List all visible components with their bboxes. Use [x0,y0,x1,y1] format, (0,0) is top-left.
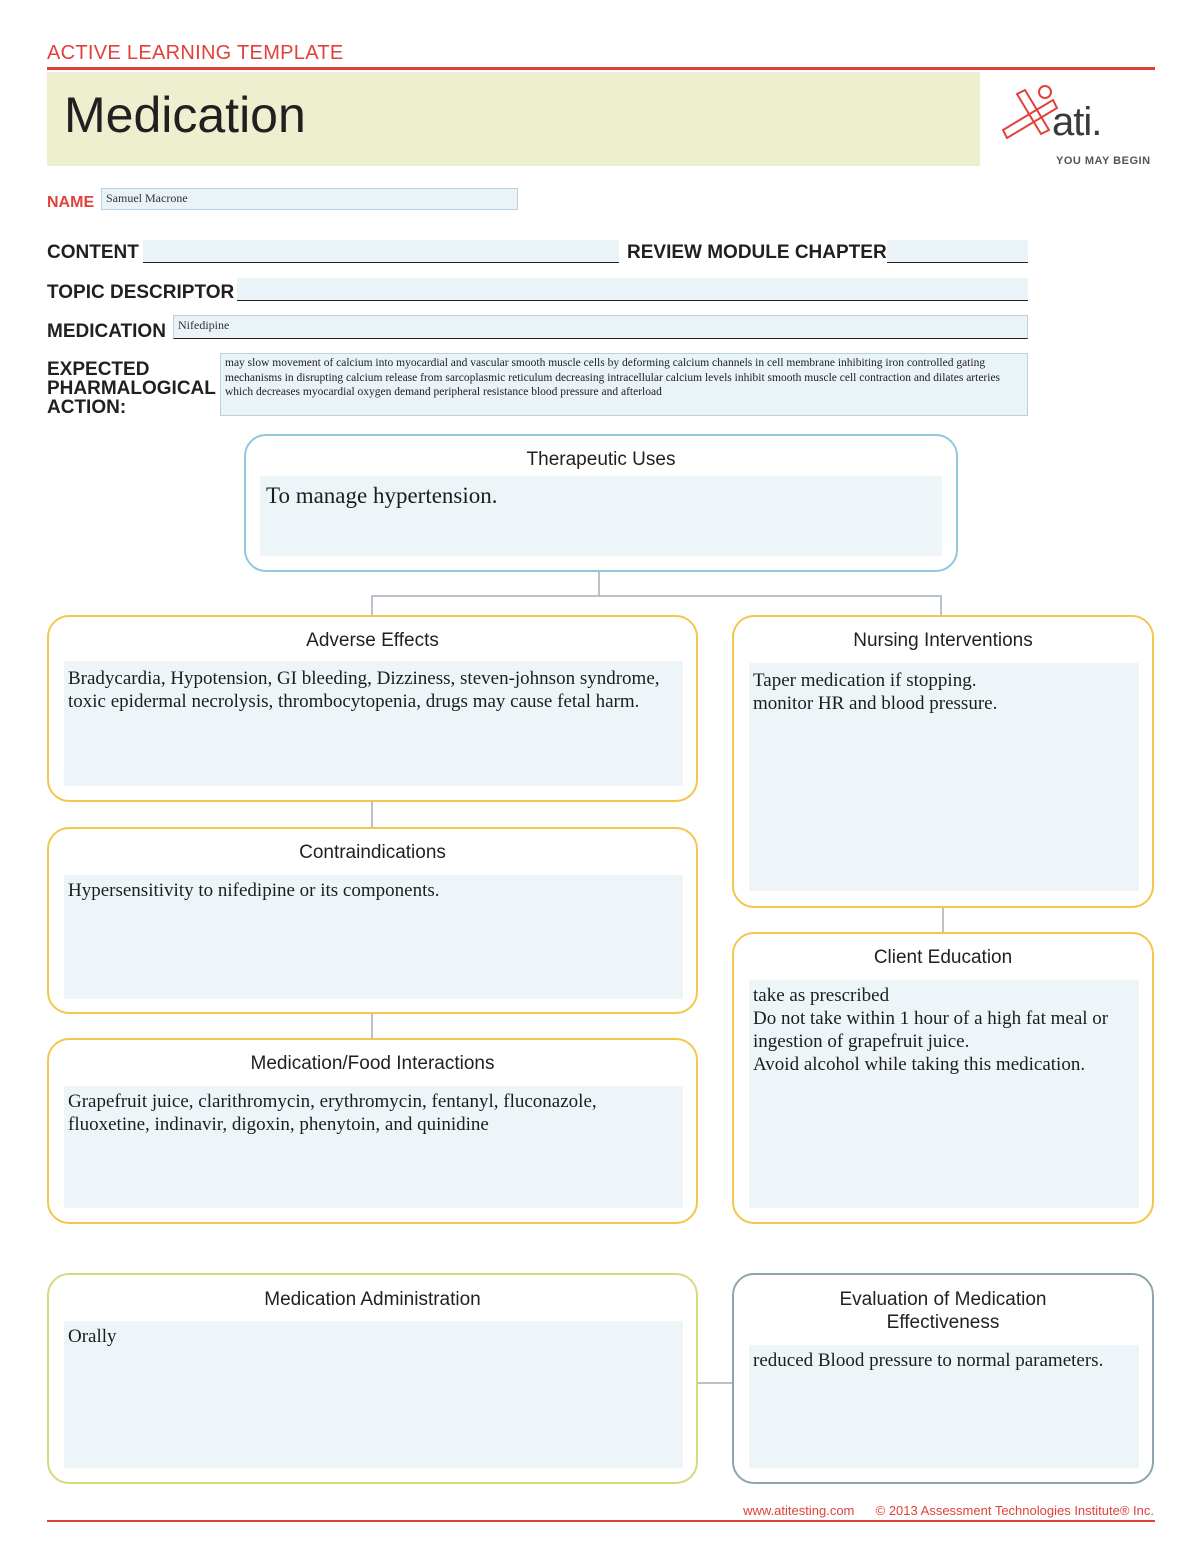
connector [371,595,942,597]
nursing-interventions-field[interactable]: Taper medication if stopping. monitor HR and blood pressure. [749,663,1139,891]
name-label: NAME [47,194,95,211]
header-rule [47,67,1155,70]
interactions-box [47,1038,698,1224]
footer-url[interactable]: www.atitesting.com [743,1503,855,1518]
chapter-field[interactable] [887,240,1028,263]
epa-label-line-2: PHARMALOGICAL [47,378,216,399]
topic-label: TOPIC DESCRIPTOR [47,282,235,303]
connector [942,908,944,934]
connector [697,1382,733,1384]
contraindications-box [47,827,698,1014]
connector [371,595,373,617]
epa-label-line-3: ACTION: [47,397,127,418]
footer-copyright: © 2013 Assessment Technologies Institute® Inc. [875,1503,1154,1518]
therapeutic-uses-field[interactable]: To manage hypertension. [260,476,942,556]
contraindications-field[interactable]: Hypersensitivity to nifedipine or its components. [64,875,683,999]
interactions-field[interactable]: Grapefruit juice, clarithromycin, erythromycin, fentanyl, fluconazole, fluoxetine, indinavir, digoxin, phenytoin, and quinidine [64,1086,683,1208]
epa-field[interactable]: may slow movement of calcium into myocardial and vascular smooth muscle cells by deforming calcium channels in cell membrane inhibiting iron controlled gating mechanisms in disrupting calcium release from sarcoplasmic reticulum decreasing intracellular calcium levels inhibit smooth muscle cell contraction and dilates arteries which decreases myocardial oxygen demand peripheral resistance blood pressure and afterload [220,353,1028,416]
administration-box [47,1273,698,1484]
client-education-field[interactable]: take as prescribed Do not take within 1 hour of a high fat meal or ingestion of grapefruit juice. Avoid alcohol while taking this medication. [749,980,1139,1208]
contraindications-title: Contraindications [299,842,446,863]
page-title: Medication [64,87,306,143]
interactions-title: Medication/Food Interactions [250,1053,495,1074]
evaluation-field[interactable]: reduced Blood pressure to normal parameters. [749,1345,1139,1468]
footer-rule [47,1520,1155,1522]
therapeutic-uses-title: Therapeutic Uses [526,449,676,470]
template-label: ACTIVE LEARNING TEMPLATE [47,42,344,64]
administration-field[interactable]: Orally [64,1321,683,1468]
ati-logo-text: ati. [1052,100,1102,144]
nursing-interventions-title: Nursing Interventions [853,630,1033,651]
chapter-label: REVIEW MODULE CHAPTER [627,242,887,263]
footer-text [743,1503,1154,1518]
client-education-title: Client Education [873,947,1013,968]
adverse-effects-box [47,615,698,802]
name-field[interactable]: Samuel Macrone [101,188,518,210]
therapeutic-uses-box [244,434,958,572]
evaluation-title-line-2: Effectiveness [886,1312,1000,1333]
content-field[interactable] [143,240,619,263]
connector [940,595,942,617]
medication-field[interactable]: Nifedipine [173,315,1028,339]
client-education-box [732,932,1154,1224]
topic-field[interactable] [237,278,1028,301]
adverse-effects-title: Adverse Effects [306,630,439,651]
evaluation-title [734,1288,1152,1334]
epa-label-line-1: EXPECTED [47,359,150,380]
connector [598,572,600,596]
nursing-interventions-box [732,615,1154,908]
medication-label: MEDICATION [47,321,166,342]
content-label: CONTENT [47,242,139,263]
logo-tagline: YOU MAY BEGIN [1056,155,1151,167]
evaluation-box [732,1273,1154,1484]
adverse-effects-field[interactable]: Bradycardia, Hypotension, GI bleeding, Dizziness, steven-johnson syndrome, toxic epidermal necrolysis, thrombocytopenia, drugs may cause fetal harm. [64,661,683,786]
epa-label [47,360,216,417]
evaluation-title-line-1: Evaluation of Medication [839,1289,1047,1310]
connector [371,802,373,828]
connector [371,1013,373,1039]
administration-title: Medication Administration [264,1289,481,1310]
